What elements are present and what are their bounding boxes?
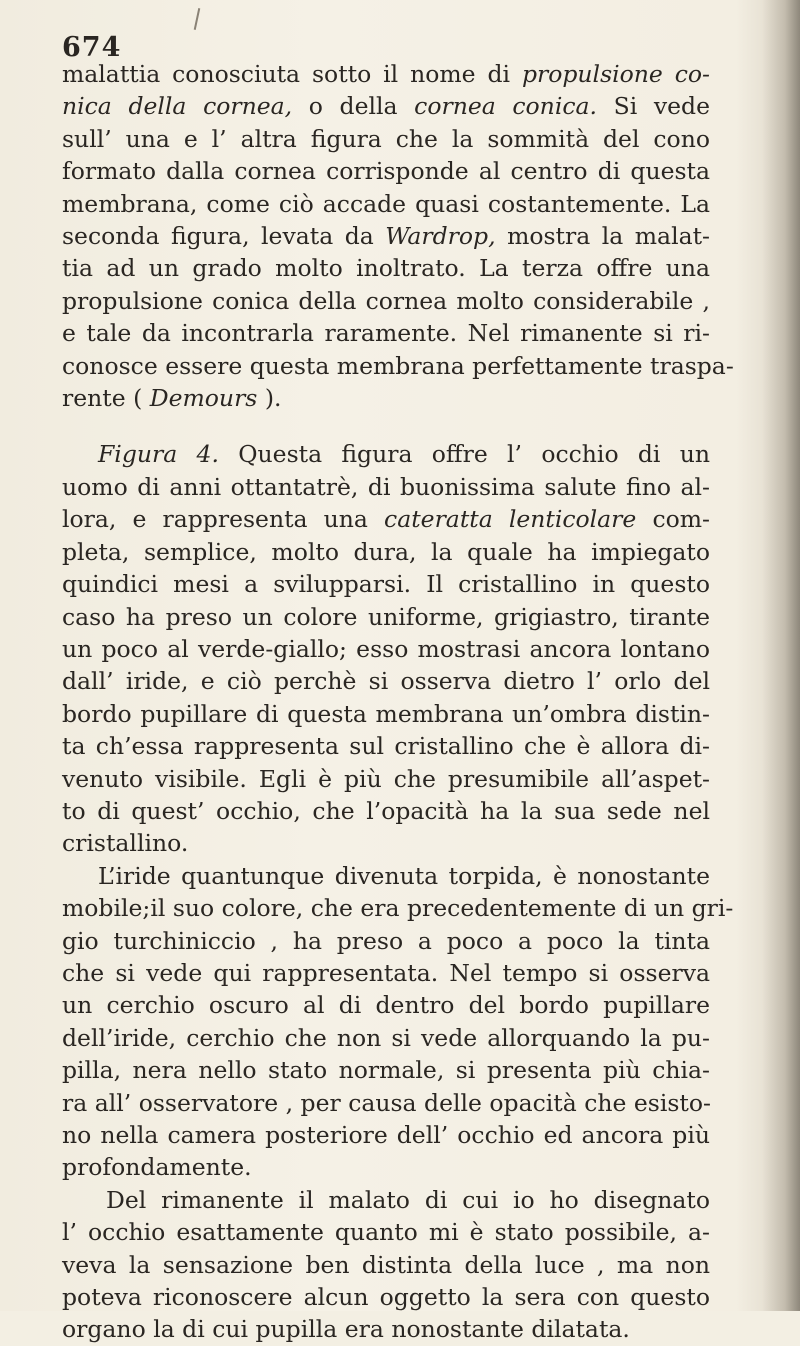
- text-run: profondamente.: [62, 1153, 252, 1182]
- italic-run: cateratta lenticolare: [384, 505, 637, 534]
- text-run: Si vede: [596, 92, 710, 121]
- text-line: [62, 382, 710, 414]
- italic-run: Wardrop,: [385, 222, 496, 251]
- text-line: [62, 155, 710, 187]
- text-run: ).: [257, 384, 282, 413]
- text-run: ra all’ osservatore , per causa delle opacità che esisto-: [62, 1088, 711, 1117]
- text-line: [62, 1054, 710, 1086]
- text-line: [62, 989, 710, 1021]
- text-line: [62, 633, 710, 665]
- text-run: conosce essere questa membrana perfettamente traspa-: [62, 351, 734, 380]
- text-run: quindici mesi a svilupparsi. Il cristallino in questo: [62, 570, 710, 599]
- paragraph-gap: [62, 414, 710, 438]
- text-run: uomo di anni ottantatrè, di buonissima salute fino al-: [62, 472, 710, 501]
- text-line: [62, 252, 710, 284]
- text-line: [62, 1313, 710, 1345]
- text-run: mobile;il suo colore, che era precedentemente di un gri-: [62, 894, 734, 923]
- italic-run: nica della cornea,: [62, 92, 293, 121]
- text-line: [62, 503, 710, 535]
- text-line: [62, 601, 710, 633]
- text-line: [62, 471, 710, 503]
- text-run: com-: [636, 505, 710, 534]
- text-run: Del rimanente il malato di cui io ho disegnato: [106, 1185, 710, 1214]
- text-line: [62, 90, 710, 122]
- text-line: [62, 957, 710, 989]
- text-line: [62, 1022, 710, 1054]
- text-run: l’ occhio esattamente quanto mi è stato possibile, a-: [62, 1218, 710, 1247]
- text-run: rente (: [62, 384, 150, 413]
- text-run: sull’ una e l’ altra figura che la sommità del cono: [62, 124, 710, 153]
- text-line: [62, 123, 710, 155]
- text-run: che si vede qui rappresentata. Nel tempo si osserva: [62, 958, 710, 987]
- italic-run: cornea conica.: [414, 92, 597, 121]
- text-line: [62, 860, 710, 892]
- text-line: [62, 438, 710, 470]
- italic-run: Demours: [149, 384, 258, 413]
- text-line: [62, 730, 710, 762]
- page-number: 674: [62, 32, 122, 63]
- text-line: [62, 925, 710, 957]
- text-line: [62, 317, 710, 349]
- text-run: seconda figura, levata da: [62, 222, 386, 251]
- text-line: [62, 188, 710, 220]
- text-run: ta ch’essa rappresenta sul cristallino che è allora di-: [62, 732, 710, 761]
- text-run: no nella camera posteriore dell’ occhio ed ancora più: [62, 1121, 710, 1149]
- body-text: [62, 58, 734, 1346]
- text-line: [62, 350, 734, 382]
- text-line: [62, 1087, 710, 1119]
- text-line: [62, 763, 710, 795]
- text-run: un poco al verde-giallo; esso mostrasi ancora lontano: [62, 634, 710, 663]
- text-run: pleta, semplice, molto dura, la quale ha impiegato: [62, 537, 710, 566]
- text-line: [62, 827, 710, 859]
- text-run: pilla, nera nello stato normale, si presenta più chia-: [62, 1056, 710, 1085]
- text-run: Questa figura offre l’ occhio di un: [218, 440, 711, 469]
- text-line: [62, 1281, 710, 1313]
- text-line: [62, 285, 710, 317]
- text-line: [62, 536, 710, 568]
- text-line: [62, 1216, 710, 1248]
- text-run: mostra la malat-: [495, 222, 710, 251]
- text-line: [62, 665, 710, 697]
- text-line: [62, 58, 710, 90]
- text-run: dell’iride, cerchio che non si vede allorquando la pu-: [62, 1023, 710, 1052]
- text-line: [62, 1151, 710, 1183]
- text-run: venuto visibile. Egli è più che presumibile all’aspet-: [62, 764, 710, 793]
- text-run: dall’ iride, e ciò perchè si osserva dietro l’ orlo del: [62, 667, 710, 696]
- text-line: [62, 698, 710, 730]
- text-run: cristallino.: [62, 829, 189, 858]
- text-run: to di quest’ occhio, che l’opacità ha la sua sede nel: [62, 796, 710, 825]
- text-run: L’iride quantunque divenuta torpida, è nonostante: [98, 861, 710, 890]
- pencil-mark: [194, 8, 201, 30]
- text-run: gio turchiniccio , ha preso a poco a poco la tinta: [62, 926, 710, 955]
- text-line: [62, 1119, 710, 1151]
- text-run: membrana, come ciò accade quasi costantemente. La: [62, 189, 710, 218]
- text-line: [62, 1249, 710, 1281]
- text-line: [62, 1184, 710, 1216]
- text-run: un cerchio oscuro al di dentro del bordo pupillare: [62, 991, 710, 1020]
- italic-run: propulsione co-: [521, 60, 711, 88]
- text-run: formato dalla cornea corrisponde al centro di questa: [62, 157, 710, 186]
- text-run: malattia conosciuta sotto il nome di: [62, 60, 522, 88]
- text-line: [62, 795, 710, 827]
- text-run: poteva riconoscere alcun oggetto la sera con questo: [62, 1283, 710, 1312]
- text-run: o della: [292, 92, 415, 121]
- text-run: organo la di cui pupilla era nonostante dilatata.: [62, 1315, 630, 1344]
- text-run: tia ad un grado molto inoltrato. La terza offre una: [62, 254, 710, 283]
- text-line: [62, 568, 710, 600]
- binding-edge-shadow: [762, 0, 800, 1311]
- italic-run: Figura 4.: [98, 440, 219, 469]
- text-run: bordo pupillare di questa membrana un’ombra distin-: [62, 699, 710, 728]
- text-run: propulsione conica della cornea molto considerabile ,: [62, 286, 710, 315]
- text-run: lora, e rappresenta una: [62, 505, 385, 534]
- text-run: e tale da incontrarla raramente. Nel rimanente si ri-: [62, 319, 710, 348]
- text-line: [62, 892, 734, 924]
- text-run: caso ha preso un colore uniforme, grigiastro, tirante: [62, 602, 710, 631]
- text-run: veva la sensazione ben distinta della luce , ma non: [62, 1250, 710, 1279]
- text-line: [62, 220, 710, 252]
